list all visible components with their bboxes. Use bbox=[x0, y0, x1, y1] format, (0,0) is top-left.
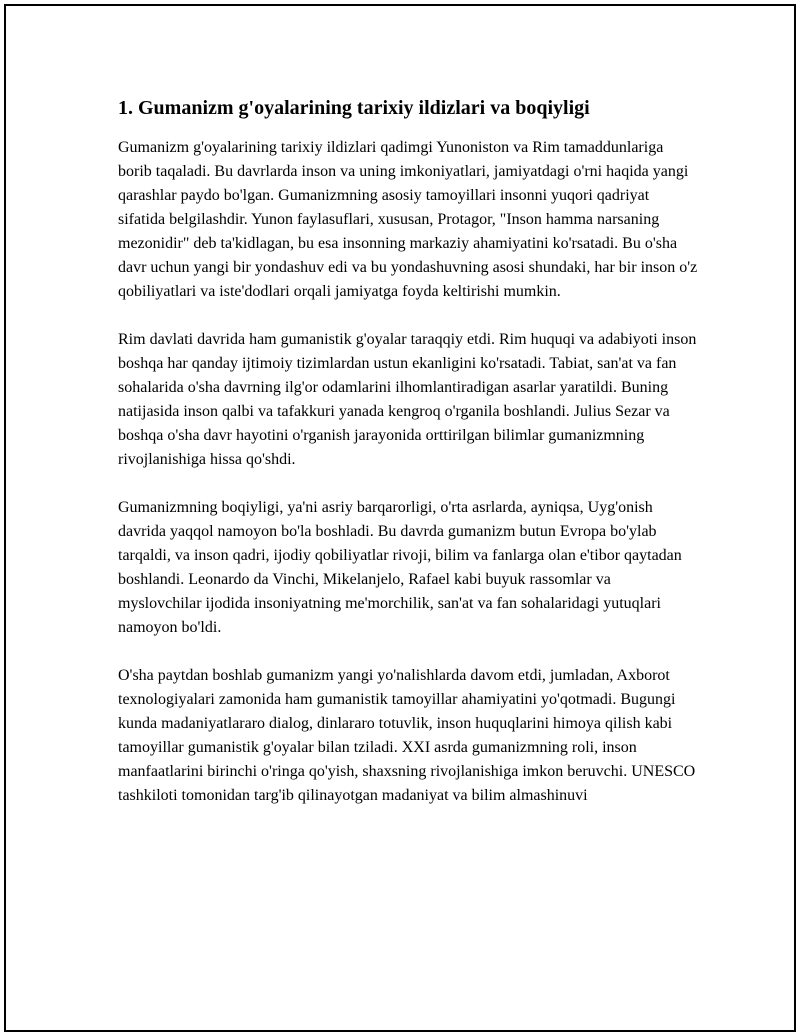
paragraph-1: Gumanizm g'oyalarining tarixiy ildizlari qadimgi Yunoniston va Rim tamaddunlariga borib taqaladi. Bu davrlarda inson va uning imkoniyatlari, jamiyatdagi o'rni haqida yangi qarashlar paydo bo'lgan. Gumanizmning asosiy tamoyillari insonni yuqori qadriyat sifatida belgilashdir. Yunon faylasuflari, xususan, Protagor, "Inson hamma narsaning mezonidir" deb ta'kidlagan, bu esa insonning markaziy ahamiyatini ko'rsatadi. Bu o'sha davr uchun yangi bir yondashuv edi va bu yondashuvning asosi shundaki, har bir inson o'z qobiliyatlari va iste'dodlari orqali jamiyatga foyda keltirishi mumkin. bbox=[118, 139, 698, 300]
document-body bbox=[118, 94, 698, 832]
paragraph-4: O'sha paytdan boshlab gumanizm yangi yo'nalishlarda davom etdi, jumladan, Axborot texnologiyalari zamonida ham gumanistik tamoyillar ahamiyatini yo'qotmadi. Bugungi kunda madaniyatlararo dialog, dinlararo totuvlik, inson huquqlarini himoya qilish kabi tamoyillar gumanistik g'oyalar bilan tziladi. XXI asrda gumanizmning roli, inson manfaatlarini birinchi o'ringa qo'yish, shaxsning rivojlanishiga imkon beruvchi. UNESCO tashkiloti tomonidan targ'ib qilinayotgan madaniyat va bilim almashinuvi bbox=[118, 667, 696, 804]
paragraph-2: Rim davlati davrida ham gumanistik g'oyalar taraqqiy etdi. Rim huquqi va adabiyoti inson boshqa har qanday ijtimoiy tizimlardan ustun ekanligini ko'rsatadi. Tabiat, san'at va fan sohalarida o'sha davrning ilg'or odamlarini ilhomlantiradigan asarlar yaratildi. Buning natijasida inson qalbi va tafakkuri yanada kengroq o'rganila boshlandi. Julius Sezar va boshqa o'sha davr hayotini o'rganish jarayonida orttirilgan bilimlar gumanizmning rivojlanishiga hissa qo'shdi. bbox=[118, 331, 697, 468]
section-heading: 1. Gumanizm g'oyalarining tarixiy ildizlari va boqiyligi bbox=[118, 97, 590, 119]
page-frame bbox=[4, 4, 796, 1032]
paragraph-3: Gumanizmning boqiyligi, ya'ni asriy barqarorligi, o'rta asrlarda, ayniqsa, Uyg'onish davrida yaqqol namoyon bo'la boshladi. Bu davrda gumanizm butun Evropa bo'ylab tarqaldi, va inson qadri, ijodiy qobiliyatlar rivoji, bilim va fanlarga olan e'tibor qaytadan boshlandi. Leonardo da Vinchi, Mikelanjelo, Rafael kabi buyuk rassomlar va myslovchilar ijodida insoniyatning me'morchilik, san'at va fan sohalaridagi yutuqlari namoyon bo'ldi. bbox=[118, 499, 682, 636]
